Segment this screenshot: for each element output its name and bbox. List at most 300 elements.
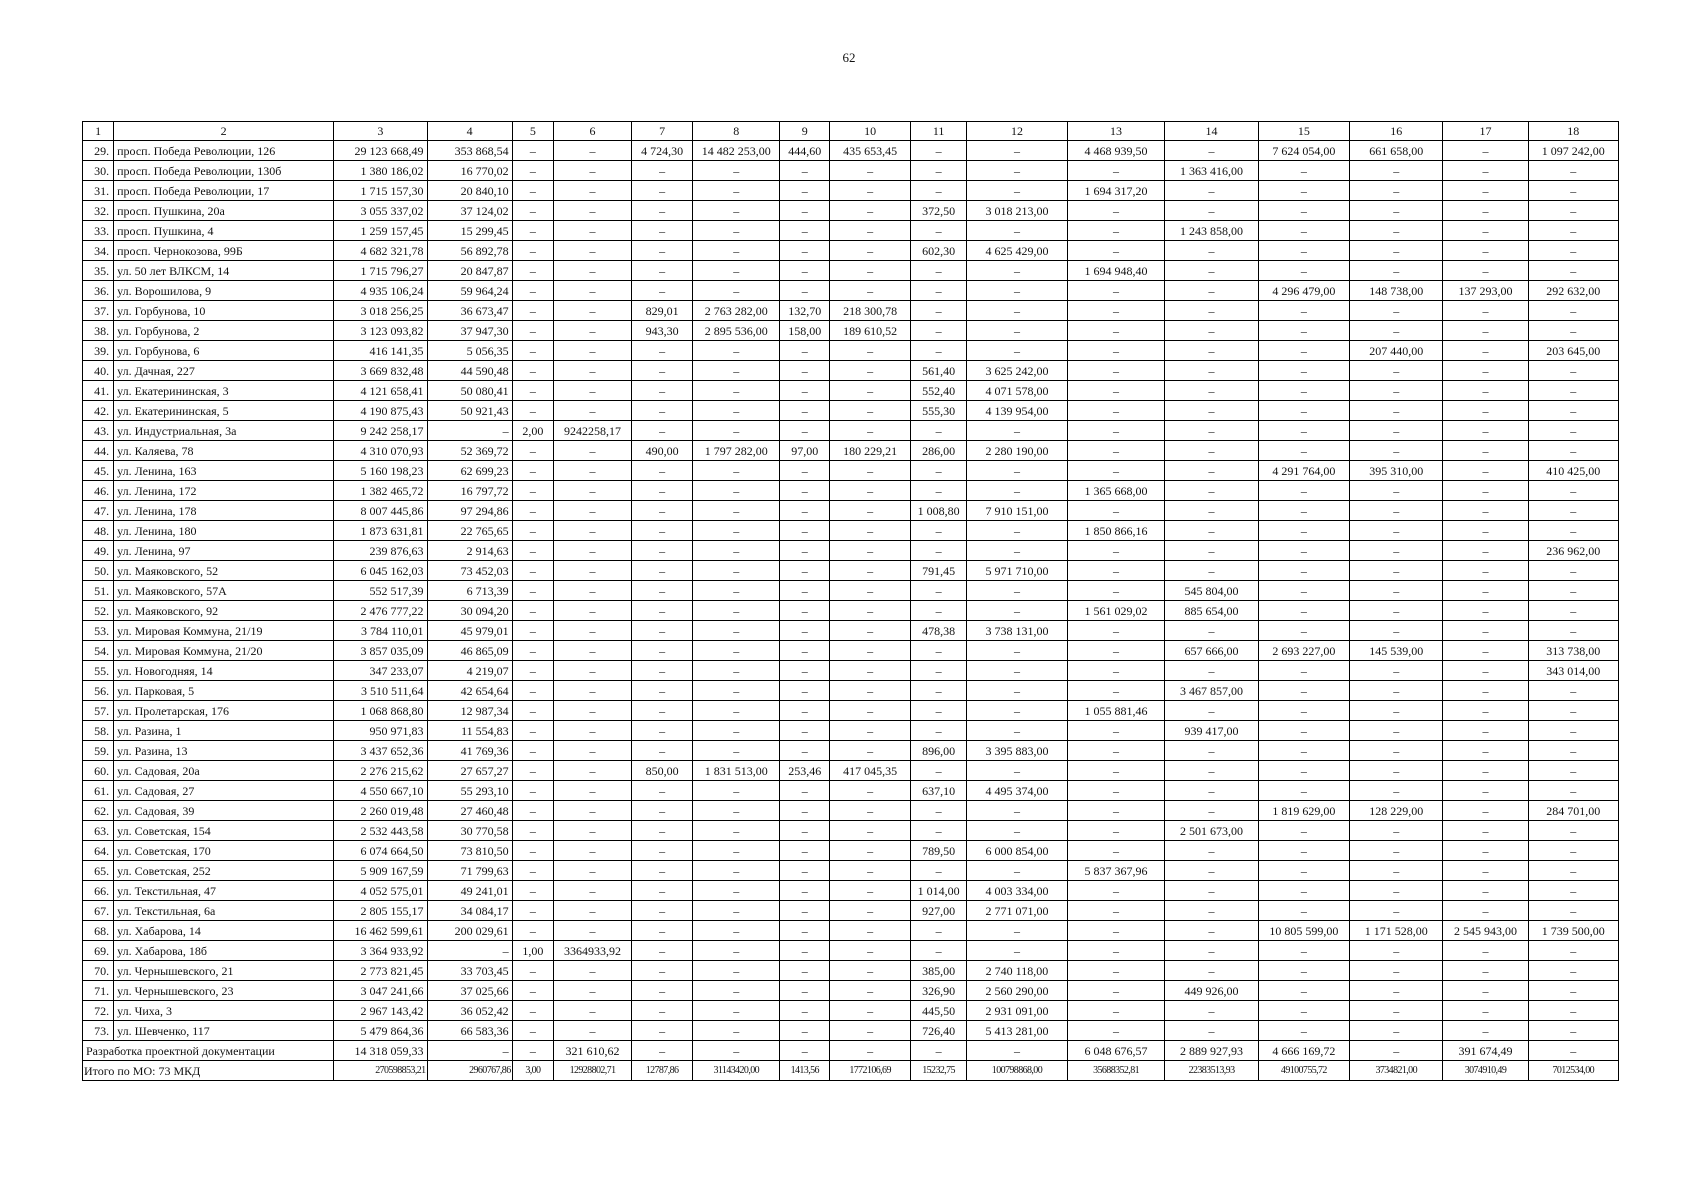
value-cell: – xyxy=(1350,1021,1443,1041)
row-number: 48. xyxy=(83,521,114,541)
value-cell: – xyxy=(1443,141,1528,161)
value-cell: – xyxy=(1165,921,1258,941)
value-cell: 44 590,48 xyxy=(427,361,512,381)
table-row xyxy=(83,381,1619,401)
value-cell: 552 517,39 xyxy=(334,581,427,601)
value-cell: – xyxy=(911,421,967,441)
value-cell: – xyxy=(1443,781,1528,801)
value-cell: – xyxy=(512,641,554,661)
value-cell: – xyxy=(554,401,632,421)
value-cell: – xyxy=(1165,701,1258,721)
value-cell: – xyxy=(1258,981,1349,1001)
value-cell: – xyxy=(967,1041,1068,1061)
value-cell: 6 000 854,00 xyxy=(967,841,1068,861)
value-cell: – xyxy=(1258,201,1349,221)
value-cell: – xyxy=(1443,661,1528,681)
value-cell: – xyxy=(967,321,1068,341)
value-cell: – xyxy=(1528,201,1618,221)
row-number: 67. xyxy=(83,901,114,921)
value-cell: – xyxy=(512,341,554,361)
value-cell: 927,00 xyxy=(911,901,967,921)
value-cell: 4 052 575,01 xyxy=(334,881,427,901)
value-cell: – xyxy=(554,321,632,341)
table-row xyxy=(83,201,1619,221)
value-cell: – xyxy=(512,401,554,421)
table-row xyxy=(83,921,1619,941)
value-cell: – xyxy=(1258,221,1349,241)
value-cell: – xyxy=(512,501,554,521)
value-cell: – xyxy=(693,361,780,381)
address-cell: ул. Горбунова, 10 xyxy=(114,301,334,321)
value-cell: 3 738 131,00 xyxy=(967,621,1068,641)
value-cell: – xyxy=(1350,821,1443,841)
address-cell: ул. Ленина, 97 xyxy=(114,541,334,561)
value-cell: 55 293,10 xyxy=(427,781,512,801)
value-cell: – xyxy=(1165,501,1258,521)
value-cell: – xyxy=(554,841,632,861)
row-number: 54. xyxy=(83,641,114,661)
value-cell: – xyxy=(631,341,692,361)
value-cell: 62 699,23 xyxy=(427,461,512,481)
value-cell: – xyxy=(830,941,911,961)
value-cell: 3 047 241,66 xyxy=(334,981,427,1001)
row-number: 70. xyxy=(83,961,114,981)
value-cell: 1 382 465,72 xyxy=(334,481,427,501)
value-cell: – xyxy=(1443,421,1528,441)
value-cell: – xyxy=(1350,501,1443,521)
value-cell: – xyxy=(693,241,780,261)
value-cell: – xyxy=(693,1041,780,1061)
value-cell: – xyxy=(693,941,780,961)
value-cell: 10 805 599,00 xyxy=(1258,921,1349,941)
value-cell: – xyxy=(830,681,911,701)
table-row xyxy=(83,641,1619,661)
value-cell: – xyxy=(967,721,1068,741)
value-cell: – xyxy=(780,161,830,181)
table-row xyxy=(83,761,1619,781)
value-cell: – xyxy=(1258,901,1349,921)
value-cell: 27 460,48 xyxy=(427,801,512,821)
value-cell: – xyxy=(631,641,692,661)
value-cell: – xyxy=(512,841,554,861)
value-cell: 2 771 071,00 xyxy=(967,901,1068,921)
value-cell: – xyxy=(830,981,911,1001)
value-cell: – xyxy=(1258,381,1349,401)
value-cell: – xyxy=(1350,941,1443,961)
table-row xyxy=(83,601,1619,621)
value-cell: 73 452,03 xyxy=(427,561,512,581)
value-cell: 3 467 857,00 xyxy=(1165,681,1258,701)
row-number: 61. xyxy=(83,781,114,801)
value-cell: – xyxy=(1067,741,1165,761)
value-cell: – xyxy=(1528,561,1618,581)
value-cell: – xyxy=(512,221,554,241)
value-cell: – xyxy=(967,541,1068,561)
address-cell: ул. Чернышевского, 23 xyxy=(114,981,334,1001)
address-cell: ул. Екатерининская, 5 xyxy=(114,401,334,421)
value-cell: – xyxy=(780,501,830,521)
value-cell: – xyxy=(693,221,780,241)
value-cell: – xyxy=(1528,821,1618,841)
column-header: 6 xyxy=(554,122,632,141)
value-cell: – xyxy=(780,541,830,561)
value-cell: – xyxy=(512,781,554,801)
value-cell: – xyxy=(1165,361,1258,381)
column-header: 18 xyxy=(1528,122,1618,141)
value-cell: – xyxy=(1528,261,1618,281)
total-label: Итого по МО: 73 МКД xyxy=(83,1061,334,1081)
value-cell: – xyxy=(1350,701,1443,721)
value-cell: 59 964,24 xyxy=(427,281,512,301)
value-cell: – xyxy=(1350,381,1443,401)
table-row xyxy=(83,661,1619,681)
value-cell: – xyxy=(830,481,911,501)
value-cell: 3074910,49 xyxy=(1443,1061,1528,1081)
value-cell: 1 014,00 xyxy=(911,881,967,901)
value-cell: – xyxy=(1258,721,1349,741)
value-cell: – xyxy=(1165,781,1258,801)
value-cell: – xyxy=(1165,841,1258,861)
value-cell: – xyxy=(693,641,780,661)
value-cell: – xyxy=(1258,541,1349,561)
value-cell: 4 682 321,78 xyxy=(334,241,427,261)
value-cell: 4 291 764,00 xyxy=(1258,461,1349,481)
value-cell: – xyxy=(780,281,830,301)
value-cell: 1 097 242,00 xyxy=(1528,141,1618,161)
value-cell: 132,70 xyxy=(780,301,830,321)
value-cell: – xyxy=(512,321,554,341)
row-number: 30. xyxy=(83,161,114,181)
value-cell: – xyxy=(780,481,830,501)
column-header: 2 xyxy=(114,122,334,141)
value-cell: – xyxy=(967,941,1068,961)
value-cell: – xyxy=(1528,441,1618,461)
value-cell: – xyxy=(1067,721,1165,741)
value-cell: – xyxy=(1165,481,1258,501)
value-cell: – xyxy=(512,241,554,261)
value-cell: – xyxy=(1067,961,1165,981)
value-cell: – xyxy=(631,661,692,681)
value-cell: – xyxy=(1067,301,1165,321)
value-cell: – xyxy=(631,741,692,761)
value-cell: 490,00 xyxy=(631,441,692,461)
value-cell: – xyxy=(1165,461,1258,481)
value-cell: – xyxy=(1067,781,1165,801)
value-cell: – xyxy=(554,541,632,561)
value-cell: – xyxy=(554,741,632,761)
address-cell: ул. Ленина, 180 xyxy=(114,521,334,541)
value-cell: – xyxy=(967,181,1068,201)
value-cell: 3 123 093,82 xyxy=(334,321,427,341)
column-header: 4 xyxy=(427,122,512,141)
value-cell: – xyxy=(967,341,1068,361)
value-cell: – xyxy=(631,861,692,881)
value-cell: – xyxy=(1067,881,1165,901)
value-cell: – xyxy=(967,701,1068,721)
value-cell: 1 259 157,45 xyxy=(334,221,427,241)
value-cell: – xyxy=(554,221,632,241)
value-cell: – xyxy=(1165,861,1258,881)
value-cell: – xyxy=(967,681,1068,701)
value-cell: 602,30 xyxy=(911,241,967,261)
value-cell: 7 624 054,00 xyxy=(1258,141,1349,161)
value-cell: 1413,56 xyxy=(780,1061,830,1081)
value-cell: – xyxy=(693,801,780,821)
value-cell: 145 539,00 xyxy=(1350,641,1443,661)
summary-row xyxy=(83,1041,1619,1061)
value-cell: – xyxy=(1528,1041,1618,1061)
value-cell: – xyxy=(512,901,554,921)
value-cell: 6 074 664,50 xyxy=(334,841,427,861)
row-number: 34. xyxy=(83,241,114,261)
value-cell: – xyxy=(1165,321,1258,341)
row-number: 49. xyxy=(83,541,114,561)
row-number: 51. xyxy=(83,581,114,601)
value-cell: – xyxy=(911,581,967,601)
address-cell: ул. Маяковского, 52 xyxy=(114,561,334,581)
summary-label: Разработка проектной документации xyxy=(83,1041,334,1061)
value-cell: – xyxy=(554,821,632,841)
value-cell: – xyxy=(631,421,692,441)
value-cell: – xyxy=(693,961,780,981)
value-cell: – xyxy=(693,201,780,221)
table-row xyxy=(83,901,1619,921)
value-cell: – xyxy=(1165,201,1258,221)
value-cell: – xyxy=(1443,681,1528,701)
value-cell: – xyxy=(780,781,830,801)
value-cell: – xyxy=(1528,301,1618,321)
value-cell: – xyxy=(911,161,967,181)
value-cell: 791,45 xyxy=(911,561,967,581)
value-cell: – xyxy=(830,341,911,361)
value-cell: – xyxy=(512,381,554,401)
row-number: 52. xyxy=(83,601,114,621)
address-cell: ул. Разина, 13 xyxy=(114,741,334,761)
value-cell: – xyxy=(1067,681,1165,701)
value-cell: – xyxy=(1067,921,1165,941)
value-cell: 321 610,62 xyxy=(554,1041,632,1061)
address-cell: ул. Садовая, 39 xyxy=(114,801,334,821)
value-cell: – xyxy=(554,281,632,301)
value-cell: 284 701,00 xyxy=(1528,801,1618,821)
value-cell: – xyxy=(967,421,1068,441)
row-number: 44. xyxy=(83,441,114,461)
value-cell: – xyxy=(512,441,554,461)
value-cell: – xyxy=(512,621,554,641)
value-cell: – xyxy=(1528,1001,1618,1021)
value-cell: – xyxy=(1067,661,1165,681)
value-cell: – xyxy=(1165,141,1258,161)
value-cell: – xyxy=(1443,221,1528,241)
value-cell: – xyxy=(554,801,632,821)
value-cell: – xyxy=(830,381,911,401)
row-number: 36. xyxy=(83,281,114,301)
value-cell: 50 921,43 xyxy=(427,401,512,421)
value-cell: – xyxy=(1067,821,1165,841)
value-cell: – xyxy=(1528,221,1618,241)
value-cell: – xyxy=(780,901,830,921)
value-cell: – xyxy=(911,141,967,161)
value-cell: – xyxy=(1067,581,1165,601)
value-cell: – xyxy=(830,561,911,581)
value-cell: – xyxy=(1350,621,1443,641)
value-cell: – xyxy=(1443,961,1528,981)
address-cell: просп. Пушкина, 20а xyxy=(114,201,334,221)
value-cell: 2,00 xyxy=(512,421,554,441)
value-cell: 326,90 xyxy=(911,981,967,1001)
value-cell: – xyxy=(1443,181,1528,201)
value-cell: – xyxy=(1528,181,1618,201)
address-cell: ул. Горбунова, 6 xyxy=(114,341,334,361)
address-cell: ул. Маяковского, 57А xyxy=(114,581,334,601)
value-cell: – xyxy=(554,681,632,701)
column-header: 14 xyxy=(1165,122,1258,141)
value-cell: – xyxy=(1528,761,1618,781)
value-cell: – xyxy=(1258,581,1349,601)
table-row xyxy=(83,281,1619,301)
value-cell: 4 495 374,00 xyxy=(967,781,1068,801)
row-number: 59. xyxy=(83,741,114,761)
value-cell: – xyxy=(512,141,554,161)
value-cell: – xyxy=(830,701,911,721)
value-cell: – xyxy=(693,1001,780,1021)
value-cell: – xyxy=(512,961,554,981)
value-cell: – xyxy=(631,1001,692,1021)
value-cell: – xyxy=(830,1041,911,1061)
value-cell: 391 674,49 xyxy=(1443,1041,1528,1061)
value-cell: 22 765,65 xyxy=(427,521,512,541)
value-cell: – xyxy=(830,581,911,601)
value-cell: – xyxy=(1528,321,1618,341)
value-cell: 14 318 059,33 xyxy=(334,1041,427,1061)
row-number: 71. xyxy=(83,981,114,1001)
value-cell: – xyxy=(911,1041,967,1061)
value-cell: – xyxy=(1258,181,1349,201)
value-cell: – xyxy=(830,641,911,661)
value-cell: – xyxy=(1528,841,1618,861)
column-header: 9 xyxy=(780,122,830,141)
value-cell: 189 610,52 xyxy=(830,321,911,341)
value-cell: – xyxy=(967,281,1068,301)
value-cell: – xyxy=(780,261,830,281)
row-number: 33. xyxy=(83,221,114,241)
value-cell: – xyxy=(1067,1001,1165,1021)
row-number: 66. xyxy=(83,881,114,901)
value-cell: – xyxy=(693,821,780,841)
value-cell: – xyxy=(554,761,632,781)
value-cell: – xyxy=(554,341,632,361)
value-cell: – xyxy=(512,281,554,301)
value-cell: – xyxy=(1528,601,1618,621)
value-cell: – xyxy=(1443,581,1528,601)
table-row xyxy=(83,461,1619,481)
value-cell: – xyxy=(1443,541,1528,561)
value-cell: – xyxy=(1067,801,1165,821)
value-cell: – xyxy=(830,161,911,181)
value-cell: 552,40 xyxy=(911,381,967,401)
value-cell: – xyxy=(631,901,692,921)
column-header: 16 xyxy=(1350,122,1443,141)
value-cell: 37 124,02 xyxy=(427,201,512,221)
value-cell: – xyxy=(554,461,632,481)
value-cell: – xyxy=(1350,261,1443,281)
value-cell: – xyxy=(1528,941,1618,961)
value-cell: 657 666,00 xyxy=(1165,641,1258,661)
value-cell: – xyxy=(631,181,692,201)
value-cell: – xyxy=(780,561,830,581)
value-cell: – xyxy=(967,141,1068,161)
value-cell: 203 645,00 xyxy=(1528,341,1618,361)
value-cell: – xyxy=(1443,241,1528,261)
value-cell: – xyxy=(1528,161,1618,181)
value-cell: 34 084,17 xyxy=(427,901,512,921)
value-cell: – xyxy=(1443,1021,1528,1041)
value-cell: – xyxy=(693,661,780,681)
value-cell: – xyxy=(780,421,830,441)
value-cell: – xyxy=(1067,641,1165,661)
value-cell: – xyxy=(1258,301,1349,321)
value-cell: – xyxy=(1443,441,1528,461)
value-cell: – xyxy=(693,541,780,561)
value-cell: – xyxy=(1528,681,1618,701)
value-cell: – xyxy=(1528,421,1618,441)
value-cell: 33 703,45 xyxy=(427,961,512,981)
value-cell: – xyxy=(554,1021,632,1041)
value-cell: – xyxy=(830,661,911,681)
value-cell: – xyxy=(554,381,632,401)
value-cell: – xyxy=(1067,981,1165,1001)
value-cell: – xyxy=(1350,601,1443,621)
value-cell: 2 763 282,00 xyxy=(693,301,780,321)
value-cell: 435 653,45 xyxy=(830,141,911,161)
value-cell: 943,30 xyxy=(631,321,692,341)
row-number: 58. xyxy=(83,721,114,741)
table-row xyxy=(83,841,1619,861)
value-cell: – xyxy=(427,421,512,441)
value-cell: – xyxy=(911,761,967,781)
value-cell: – xyxy=(911,481,967,501)
row-number: 63. xyxy=(83,821,114,841)
value-cell: 50 080,41 xyxy=(427,381,512,401)
value-cell: – xyxy=(911,181,967,201)
value-cell: – xyxy=(1258,881,1349,901)
value-cell: – xyxy=(554,241,632,261)
value-cell: – xyxy=(780,461,830,481)
value-cell: – xyxy=(780,921,830,941)
value-cell: – xyxy=(830,721,911,741)
value-cell: 4 139 954,00 xyxy=(967,401,1068,421)
value-cell: 128 229,00 xyxy=(1350,801,1443,821)
table-row xyxy=(83,301,1619,321)
value-cell: 1 380 186,02 xyxy=(334,161,427,181)
value-cell: – xyxy=(1443,501,1528,521)
value-cell: – xyxy=(830,541,911,561)
value-cell: – xyxy=(1258,341,1349,361)
value-cell: – xyxy=(1067,421,1165,441)
value-cell: – xyxy=(1258,501,1349,521)
value-cell: – xyxy=(1165,181,1258,201)
value-cell: – xyxy=(1350,901,1443,921)
value-cell: – xyxy=(1350,301,1443,321)
row-number: 42. xyxy=(83,401,114,421)
value-cell: – xyxy=(780,1021,830,1041)
value-cell: 46 865,09 xyxy=(427,641,512,661)
value-cell: – xyxy=(631,961,692,981)
value-cell: – xyxy=(1165,301,1258,321)
address-cell: ул. Разина, 1 xyxy=(114,721,334,741)
value-cell: – xyxy=(1258,741,1349,761)
value-cell: – xyxy=(780,1001,830,1021)
